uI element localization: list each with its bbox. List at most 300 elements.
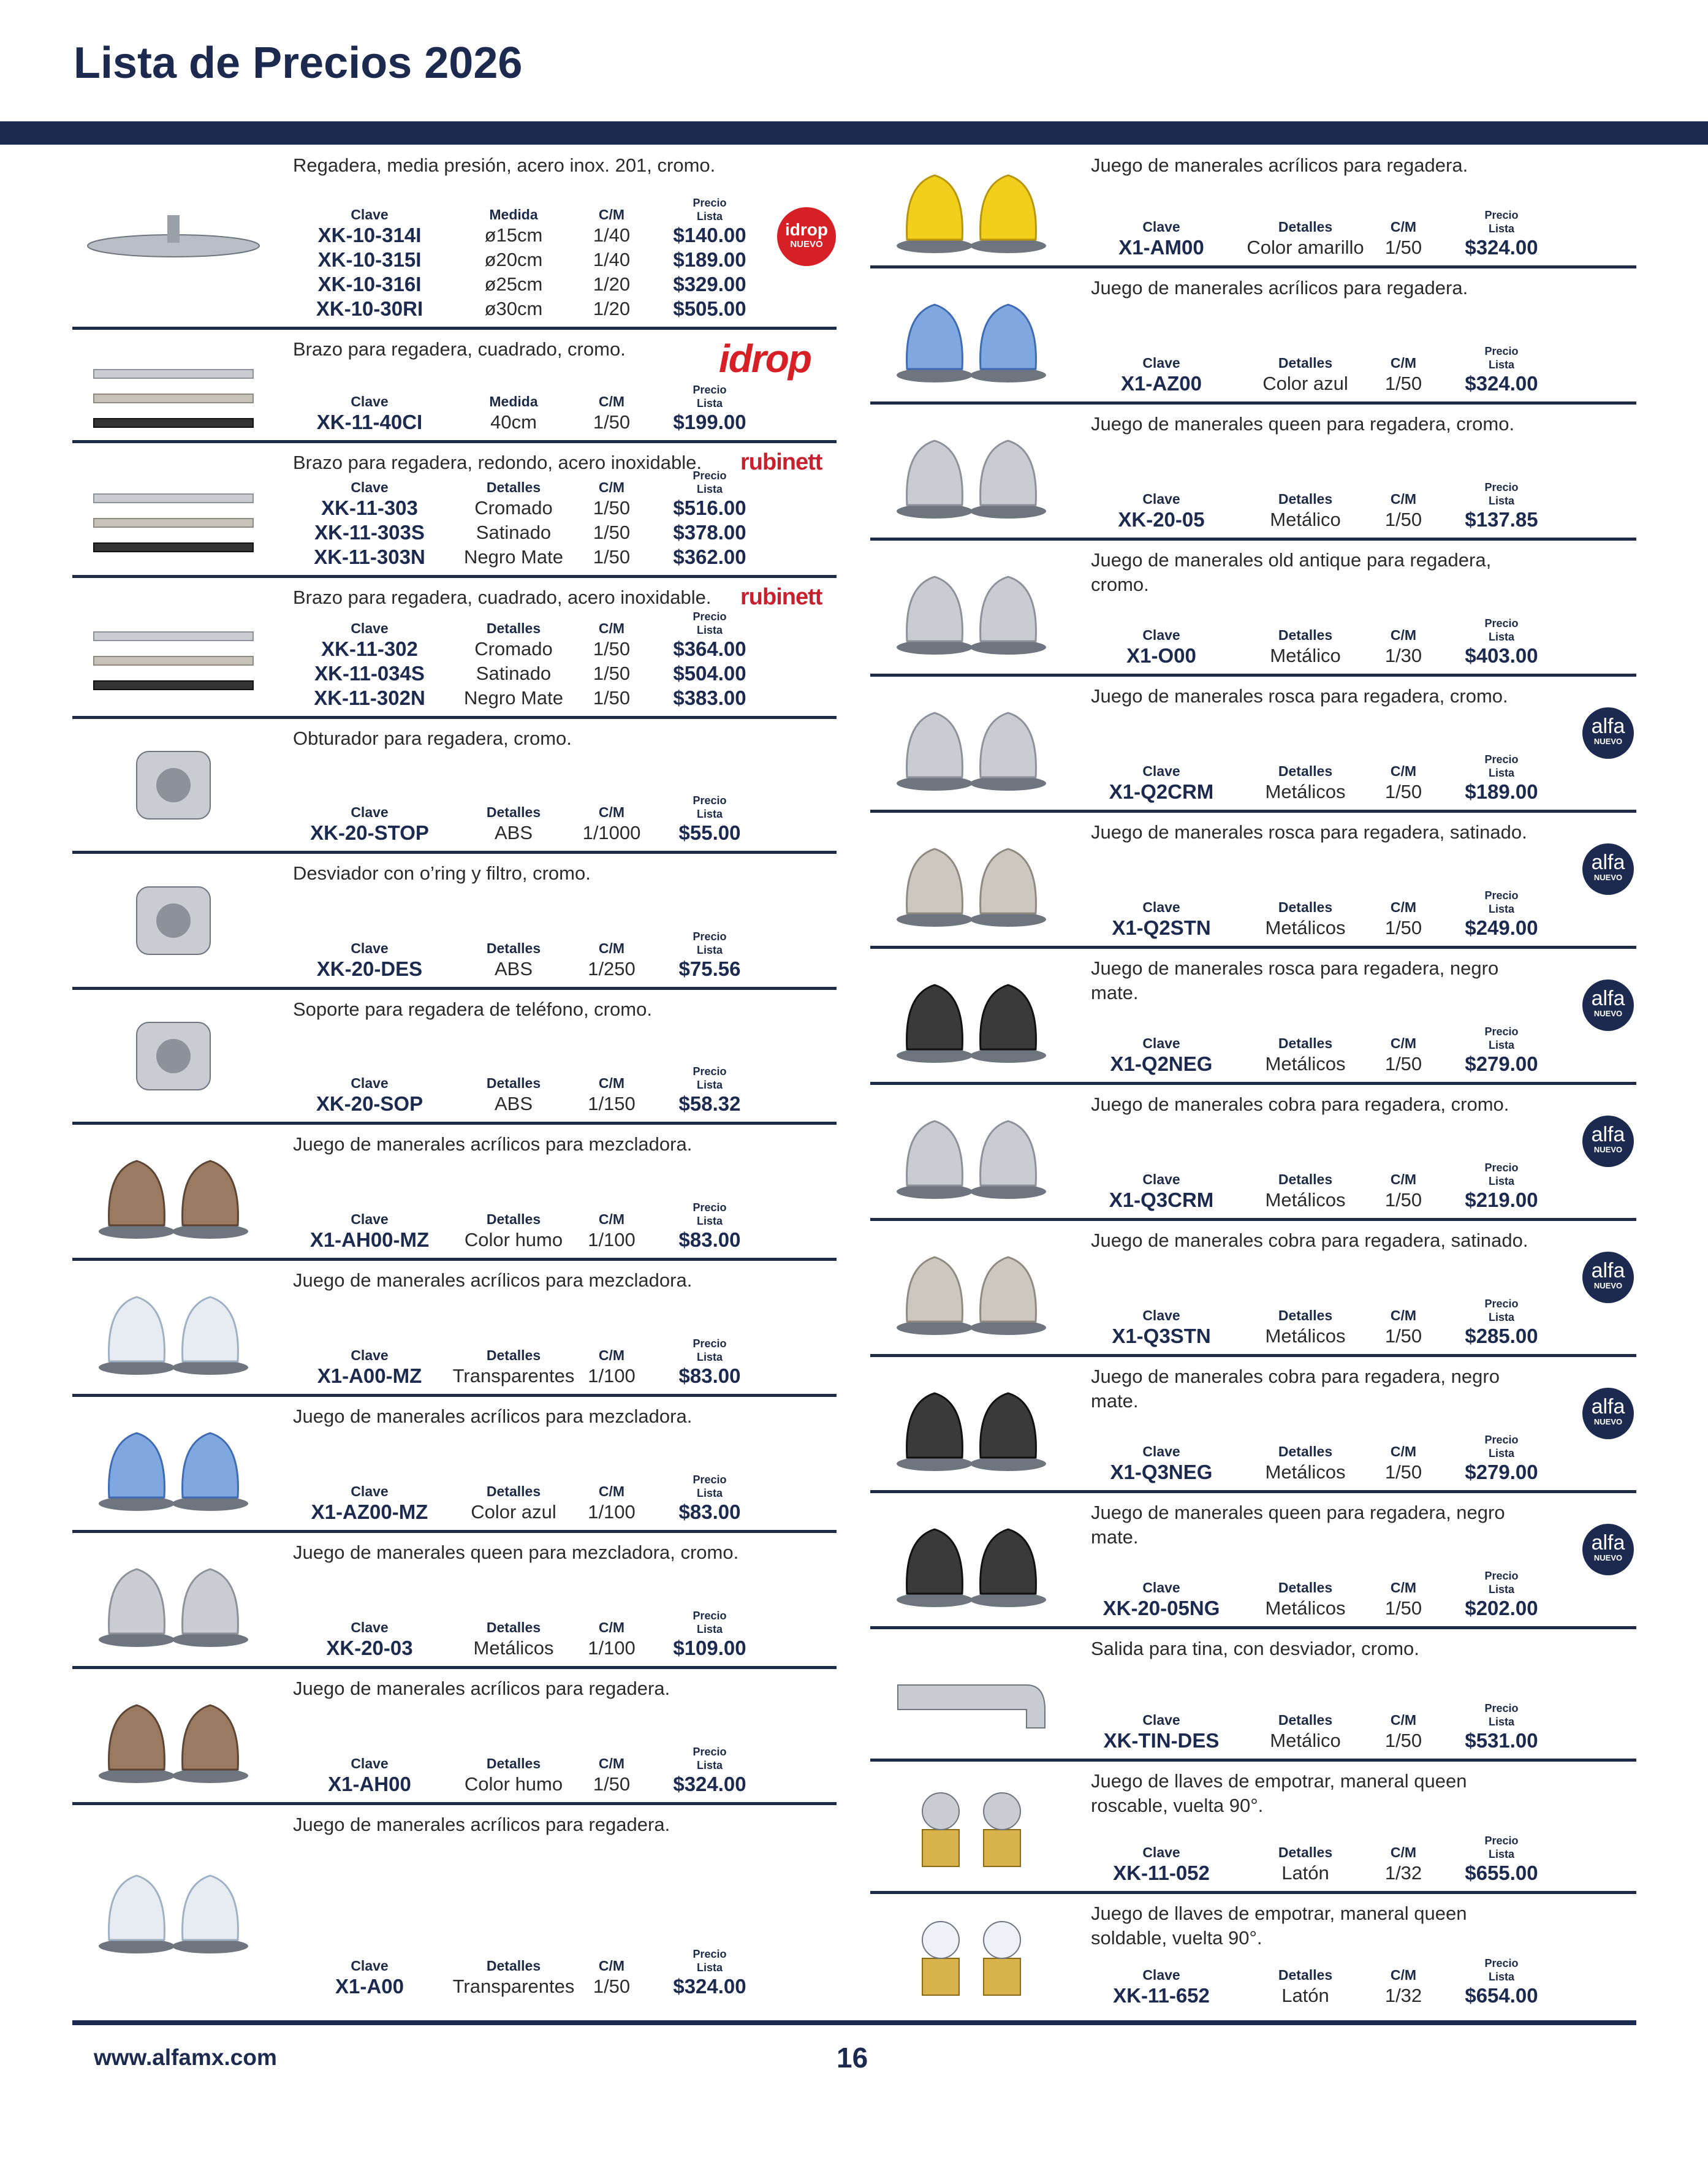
header-cm: C/M <box>598 1211 625 1227</box>
header-clave: Clave <box>351 479 389 495</box>
header-cm: C/M <box>598 940 625 956</box>
header-clave: Clave <box>1142 491 1180 507</box>
product-description: Regadera, media presión, acero inox. 201, cromo. <box>293 154 716 176</box>
page-number: 16 <box>837 2042 868 2074</box>
rosca-black-knobs-icon <box>870 949 1072 1082</box>
list-price: $362.00 <box>673 546 746 568</box>
header-precio: Precio <box>693 794 727 807</box>
case-master-qty: 1/100 <box>588 1229 636 1250</box>
product-detail: Color amarillo <box>1247 237 1364 258</box>
alfa-nuevo-badge <box>1582 1388 1634 1439</box>
header-clave: Clave <box>1142 1171 1180 1187</box>
product-block <box>72 578 837 719</box>
header-detalles: Detalles <box>1278 899 1333 915</box>
rosca-satin-knobs-icon <box>870 813 1072 946</box>
product-detail: Metálicos <box>1265 781 1346 802</box>
header-lista: Lista <box>696 1623 723 1635</box>
header-detalles: Detalles <box>1278 1967 1333 1983</box>
table-row <box>1079 644 1563 668</box>
handshower-holder-icon <box>72 990 275 1122</box>
header-precio-lista <box>648 1337 771 1364</box>
header-precio-lista <box>648 383 771 410</box>
header-precio-lista <box>1440 1957 1563 1984</box>
list-price: $137.85 <box>1465 508 1538 531</box>
cobra-black-knobs-icon <box>870 1357 1072 1490</box>
header-cm: C/M <box>598 479 625 495</box>
product-detail: Transparentes <box>452 1976 575 1997</box>
header-detalles: Detalles <box>1278 1844 1333 1860</box>
footer-band <box>72 2020 1636 2025</box>
header-precio-lista <box>1440 1569 1563 1596</box>
header-detalles: Detalles <box>486 1483 541 1499</box>
header-precio: Precio <box>1484 1570 1519 1582</box>
product-block <box>870 405 1636 541</box>
header-clave: Clave <box>351 1075 389 1091</box>
price-table <box>287 604 771 710</box>
product-code: XK-10-30RI <box>316 297 423 320</box>
case-master-qty: 1/50 <box>593 1976 631 1997</box>
header-precio-lista <box>648 610 771 637</box>
product-description: Juego de manerales acrílicos para mezcladora. <box>293 1269 693 1291</box>
header-precio: Precio <box>693 384 727 396</box>
product-detail: ABS <box>494 822 533 843</box>
table-row <box>1079 235 1563 260</box>
queen-knobs-icon <box>72 1533 275 1666</box>
header-precio-lista <box>1440 1025 1563 1052</box>
product-block <box>72 1261 837 1397</box>
product-detail: Negro Mate <box>464 687 563 709</box>
header-lista: Lista <box>696 1079 723 1091</box>
list-price: $383.00 <box>673 687 746 709</box>
clear-knobs-icon <box>72 1261 275 1394</box>
badge-alfa-text: alfa <box>1591 1259 1625 1282</box>
header-cm: C/M <box>1390 1844 1417 1860</box>
header-precio: Precio <box>1484 1025 1519 1038</box>
product-description: Juego de manerales queen para mezcladora, cromo. <box>293 1542 739 1563</box>
list-price: $654.00 <box>1465 1984 1538 2007</box>
table-header <box>287 1331 771 1364</box>
badge-nuevo-text: NUEVO <box>1593 1417 1623 1426</box>
table-row <box>1079 1729 1563 1753</box>
queen-shower-knobs-icon <box>870 405 1072 538</box>
product-code: XK-20-05 <box>1118 508 1205 531</box>
case-master-qty: 1/50 <box>593 522 631 543</box>
product-detail: Transparentes <box>452 1365 575 1386</box>
header-detalles: Detalles <box>486 1619 541 1635</box>
header-lista: Lista <box>1488 903 1514 915</box>
header-precio: Precio <box>1484 1298 1519 1310</box>
case-master-qty: 1/32 <box>1384 1985 1422 2006</box>
product-description: Juego de manerales acrílicos para regadera. <box>1091 154 1468 176</box>
product-detail: ABS <box>494 958 533 979</box>
header-precio-lista <box>1440 481 1563 508</box>
alfa-nuevo-badge <box>1582 843 1634 895</box>
table-header <box>1079 1563 1563 1596</box>
header-cm: C/M <box>1390 355 1417 371</box>
badge-alfa-text: alfa <box>1591 1123 1625 1146</box>
header-detalles: Detalles <box>486 1211 541 1227</box>
badge-nuevo-text: NUEVO <box>790 239 823 249</box>
product-description: Salida para tina, con desviador, cromo. <box>1091 1638 1419 1659</box>
product-code: X1-AH00 <box>328 1773 411 1795</box>
header-precio: Precio <box>1484 617 1519 629</box>
product-code: XK-TIN-DES <box>1103 1729 1220 1752</box>
product-description: Brazo para regadera, redondo, acero inoxidable. <box>293 452 702 473</box>
product-block <box>870 541 1636 677</box>
price-table <box>287 1195 771 1252</box>
table-row <box>1079 508 1563 532</box>
price-table <box>1079 1695 1563 1753</box>
header-precio-lista <box>648 1473 771 1500</box>
product-block <box>72 854 837 990</box>
case-master-qty: 1/50 <box>1384 1053 1422 1074</box>
header-lista: Lista <box>696 808 723 820</box>
product-block <box>870 677 1636 813</box>
table-row <box>1079 1052 1563 1076</box>
list-price: $329.00 <box>673 273 746 295</box>
header-clave: Clave <box>351 1755 389 1771</box>
list-price: $83.00 <box>678 1228 741 1251</box>
header-lista: Lista <box>696 1759 723 1771</box>
case-master-qty: 1/50 <box>1384 1189 1422 1211</box>
product-description: Juego de llaves de empotrar, maneral queen soldable, vuelta 90°. <box>1091 1903 1467 1949</box>
case-master-qty: 1/50 <box>593 546 631 568</box>
alfa-nuevo-badge <box>1582 1252 1634 1303</box>
list-price: $504.00 <box>673 662 746 685</box>
header-clave: Clave <box>1142 899 1180 915</box>
table-row <box>287 410 771 435</box>
header-precio: Precio <box>693 1065 727 1078</box>
badge-nuevo-text: NUEVO <box>1593 1281 1623 1290</box>
case-master-qty: 1/50 <box>593 638 631 660</box>
cobra-chrome-knobs-icon <box>870 1085 1072 1218</box>
blue-shower-knobs-icon <box>870 268 1072 401</box>
header-cm: C/M <box>598 394 625 409</box>
header-clave: Clave <box>351 940 389 956</box>
square-shower-arm-icon <box>72 578 275 716</box>
product-detail: ø30cm <box>484 298 543 319</box>
product-description: Juego de manerales rosca para regadera, cromo. <box>1091 685 1508 707</box>
table-header <box>1079 1427 1563 1460</box>
price-table <box>1079 474 1563 532</box>
case-master-qty: 1/50 <box>1384 373 1422 394</box>
product-detail: ABS <box>494 1093 533 1114</box>
round-shower-arm-icon <box>72 443 275 575</box>
header-lista: Lista <box>696 944 723 956</box>
table-row <box>287 1974 771 1999</box>
table-row <box>287 1228 771 1252</box>
header-cm: C/M <box>1390 219 1417 235</box>
tub-spout-icon <box>870 1629 1072 1759</box>
header-lista: Lista <box>696 397 723 409</box>
header-detalles: Medida <box>489 207 538 223</box>
header-detalles: Detalles <box>486 940 541 956</box>
product-block <box>870 1357 1636 1493</box>
product-code: XK-10-314I <box>317 224 422 246</box>
table-row <box>287 223 771 248</box>
header-detalles: Detalles <box>486 804 541 820</box>
header-clave: Clave <box>351 1483 389 1499</box>
header-clave: Clave <box>1142 1967 1180 1983</box>
shower-shutoff-icon <box>72 719 275 851</box>
case-master-qty: 1/50 <box>593 1773 631 1795</box>
list-price: $403.00 <box>1465 644 1538 667</box>
header-clave: Clave <box>1142 1307 1180 1323</box>
list-price: $364.00 <box>673 637 746 660</box>
product-code: X1-Q2STN <box>1112 916 1211 939</box>
footer-url[interactable]: www.alfamx.com <box>94 2045 277 2070</box>
header-precio: Precio <box>693 1201 727 1214</box>
header-precio-lista <box>1440 1834 1563 1861</box>
header-precio-lista <box>1440 617 1563 644</box>
table-header <box>1079 338 1563 371</box>
table-row <box>1079 371 1563 396</box>
badge-alfa-text: alfa <box>1591 1531 1625 1554</box>
product-detail: Color azul <box>471 1501 556 1523</box>
header-clave: Clave <box>1142 1844 1180 1860</box>
list-price: $219.00 <box>1465 1189 1538 1211</box>
product-description: Juego de manerales acrílicos para regadera. <box>293 1678 670 1699</box>
table-header <box>287 1467 771 1500</box>
product-detail: Latón <box>1281 1862 1329 1884</box>
case-master-qty: 1/100 <box>588 1637 636 1659</box>
case-master-qty: 1/100 <box>588 1365 636 1386</box>
table-header <box>287 1195 771 1228</box>
header-detalles: Detalles <box>1278 1171 1333 1187</box>
header-clave: Clave <box>1142 1580 1180 1596</box>
product-code: XK-11-40CI <box>316 411 423 433</box>
table-header <box>287 788 771 821</box>
price-table <box>287 1467 771 1524</box>
table-header <box>287 1941 771 1974</box>
product-code: XK-20-SOP <box>316 1092 423 1115</box>
product-detail: Metálicos <box>1265 1597 1346 1619</box>
product-block <box>870 1085 1636 1221</box>
header-cm: C/M <box>1390 1580 1417 1596</box>
list-price: $324.00 <box>1465 236 1538 259</box>
alfa-nuevo-badge <box>1582 1116 1634 1167</box>
table-header <box>1079 1291 1563 1324</box>
table-row <box>287 545 771 569</box>
case-master-qty: 1/50 <box>1384 509 1422 530</box>
header-cm: C/M <box>1390 899 1417 915</box>
product-code: X1-O00 <box>1126 644 1196 667</box>
header-cm: C/M <box>1390 627 1417 643</box>
header-precio: Precio <box>1484 889 1519 902</box>
list-price: $202.00 <box>1465 1597 1538 1619</box>
product-detail: Color humo <box>464 1229 563 1250</box>
stop-valves-icon <box>870 1762 1072 1891</box>
product-description: Juego de manerales rosca para regadera, satinado. <box>1091 821 1527 843</box>
case-master-qty: 1/50 <box>593 411 631 433</box>
header-cm: C/M <box>598 1347 625 1363</box>
header-detalles: Detalles <box>486 1755 541 1771</box>
product-code: XK-10-316I <box>317 273 422 295</box>
shower-arm-icon <box>72 330 275 440</box>
product-detail: Metálicos <box>1265 1325 1346 1347</box>
price-table <box>1079 1828 1563 1885</box>
price-table <box>287 377 771 435</box>
header-clave: Clave <box>1142 1035 1180 1051</box>
header-cm: C/M <box>598 804 625 820</box>
case-master-qty: 1/50 <box>1384 1730 1422 1751</box>
header-precio: Precio <box>693 930 727 943</box>
header-precio-lista <box>648 794 771 821</box>
header-detalles: Detalles <box>1278 1712 1333 1728</box>
header-band <box>0 121 1708 145</box>
header-precio: Precio <box>1484 1835 1519 1847</box>
header-detalles: Detalles <box>486 1075 541 1091</box>
header-precio-lista <box>1440 1702 1563 1729</box>
table-header <box>1079 1950 1563 1984</box>
header-precio: Precio <box>1484 753 1519 766</box>
product-block <box>72 443 837 578</box>
header-detalles: Detalles <box>486 1958 541 1974</box>
header-detalles: Detalles <box>1278 1443 1333 1459</box>
header-clave: Clave <box>351 1347 389 1363</box>
table-header <box>1079 747 1563 780</box>
product-code: XK-10-315I <box>317 248 422 271</box>
product-detail: Satinado <box>476 522 552 543</box>
table-header <box>287 924 771 957</box>
header-lista: Lista <box>696 1487 723 1499</box>
header-clave: Clave <box>351 620 389 636</box>
header-precio: Precio <box>1484 481 1519 493</box>
table-header <box>287 604 771 637</box>
product-code: X1-Q3NEG <box>1110 1461 1213 1483</box>
price-table <box>1079 747 1563 804</box>
case-master-qty: 1/20 <box>593 298 631 319</box>
list-price: $655.00 <box>1465 1862 1538 1884</box>
product-description: Juego de manerales acrílicos para regadera. <box>293 1814 670 1835</box>
price-table <box>287 788 771 845</box>
price-table <box>1079 1019 1563 1076</box>
header-precio: Precio <box>1484 1957 1519 1969</box>
table-header <box>287 1603 771 1636</box>
header-lista: Lista <box>1488 631 1514 643</box>
header-precio-lista <box>648 930 771 957</box>
product-description: Juego de manerales acrílicos para mezcladora. <box>293 1405 693 1427</box>
product-block <box>72 1125 837 1261</box>
case-master-qty: 1/50 <box>1384 1325 1422 1347</box>
product-detail: Color humo <box>464 1773 563 1795</box>
list-price: $285.00 <box>1465 1325 1538 1347</box>
product-code: X1-Q3STN <box>1112 1325 1211 1347</box>
header-clave: Clave <box>1142 219 1180 235</box>
product-description: Brazo para regadera, cuadrado, cromo. <box>293 338 626 360</box>
queen-black-knobs-icon <box>870 1493 1072 1626</box>
price-table <box>1079 1155 1563 1212</box>
header-precio-lista <box>648 1609 771 1636</box>
product-description: Juego de manerales cobra para regadera, satinado. <box>1091 1230 1528 1251</box>
header-precio: Precio <box>1484 345 1519 357</box>
price-table <box>287 1331 771 1388</box>
table-row <box>287 297 771 321</box>
table-header <box>1079 202 1563 235</box>
header-precio: Precio <box>693 470 727 482</box>
page-title: Lista de Precios 2026 <box>74 39 523 88</box>
product-block <box>870 949 1636 1085</box>
product-code: XK-11-302 <box>321 637 418 660</box>
product-block <box>72 1805 837 2007</box>
header-cm: C/M <box>1390 1035 1417 1051</box>
product-code: XK-20-03 <box>326 1637 413 1659</box>
header-lista: Lista <box>1488 1971 1514 1983</box>
badge-nuevo-text: NUEVO <box>1593 1009 1623 1018</box>
table-row <box>287 821 771 845</box>
product-code: XK-20-STOP <box>310 821 429 844</box>
header-cm: C/M <box>1390 1712 1417 1728</box>
header-cm: C/M <box>1390 1171 1417 1187</box>
table-row <box>1079 1984 1563 2008</box>
header-clave: Clave <box>1142 1712 1180 1728</box>
product-description: Brazo para regadera, cuadrado, acero inoxidable. <box>293 587 712 608</box>
header-lista: Lista <box>1488 1175 1514 1187</box>
header-cm: C/M <box>598 1619 625 1635</box>
header-lista: Lista <box>1488 1716 1514 1728</box>
product-code: XK-11-303S <box>314 521 425 544</box>
product-description: Soporte para regadera de teléfono, cromo. <box>293 998 652 1020</box>
header-precio: Precio <box>693 610 727 623</box>
header-lista: Lista <box>696 1961 723 1974</box>
product-detail: Metálicos <box>1265 917 1346 938</box>
table-row <box>1079 916 1563 940</box>
case-master-qty: 1/50 <box>1384 917 1422 938</box>
list-price: $83.00 <box>678 1364 741 1387</box>
price-table <box>1079 338 1563 396</box>
product-block <box>72 1533 837 1669</box>
header-lista: Lista <box>1488 1583 1514 1596</box>
price-table <box>287 924 771 981</box>
case-master-qty: 1/50 <box>1384 1597 1422 1619</box>
header-lista: Lista <box>696 483 723 495</box>
header-precio: Precio <box>693 1474 727 1486</box>
header-clave: Clave <box>1142 627 1180 643</box>
header-precio-lista <box>648 196 771 223</box>
product-description: Juego de manerales queen para regadera, cromo. <box>1091 413 1515 435</box>
product-code: X1-Q3CRM <box>1109 1189 1214 1211</box>
product-block <box>72 146 837 330</box>
header-precio-lista <box>1440 1161 1563 1188</box>
product-code: X1-Q2NEG <box>1110 1052 1213 1075</box>
table-row <box>287 661 771 686</box>
price-table <box>287 190 771 321</box>
product-code: X1-A00 <box>335 1975 404 1998</box>
product-code: XK-11-034S <box>314 662 425 685</box>
product-detail: Cromado <box>474 638 553 660</box>
product-detail: Metálicos <box>1265 1461 1346 1483</box>
header-cm: C/M <box>598 1075 625 1091</box>
table-row <box>287 686 771 710</box>
case-master-qty: 1/32 <box>1384 1862 1422 1884</box>
product-code: X1-AZ00-MZ <box>311 1500 428 1523</box>
header-lista: Lista <box>696 624 723 636</box>
rosca-chrome-knobs-icon <box>870 677 1072 810</box>
table-row <box>287 248 771 272</box>
product-description: Juego de manerales old antique para regadera, cromo. <box>1091 549 1492 595</box>
header-cm: C/M <box>598 620 625 636</box>
price-table <box>1079 883 1563 940</box>
table-header <box>1079 1019 1563 1052</box>
header-precio: Precio <box>1484 1434 1519 1446</box>
header-precio: Precio <box>1484 1702 1519 1714</box>
list-price: $140.00 <box>673 224 746 246</box>
case-master-qty: 1/1000 <box>582 822 641 843</box>
product-description: Obturador para regadera, cromo. <box>293 728 572 749</box>
header-detalles: Detalles <box>1278 1035 1333 1051</box>
list-price: $199.00 <box>673 411 746 433</box>
header-detalles: Detalles <box>486 1347 541 1363</box>
